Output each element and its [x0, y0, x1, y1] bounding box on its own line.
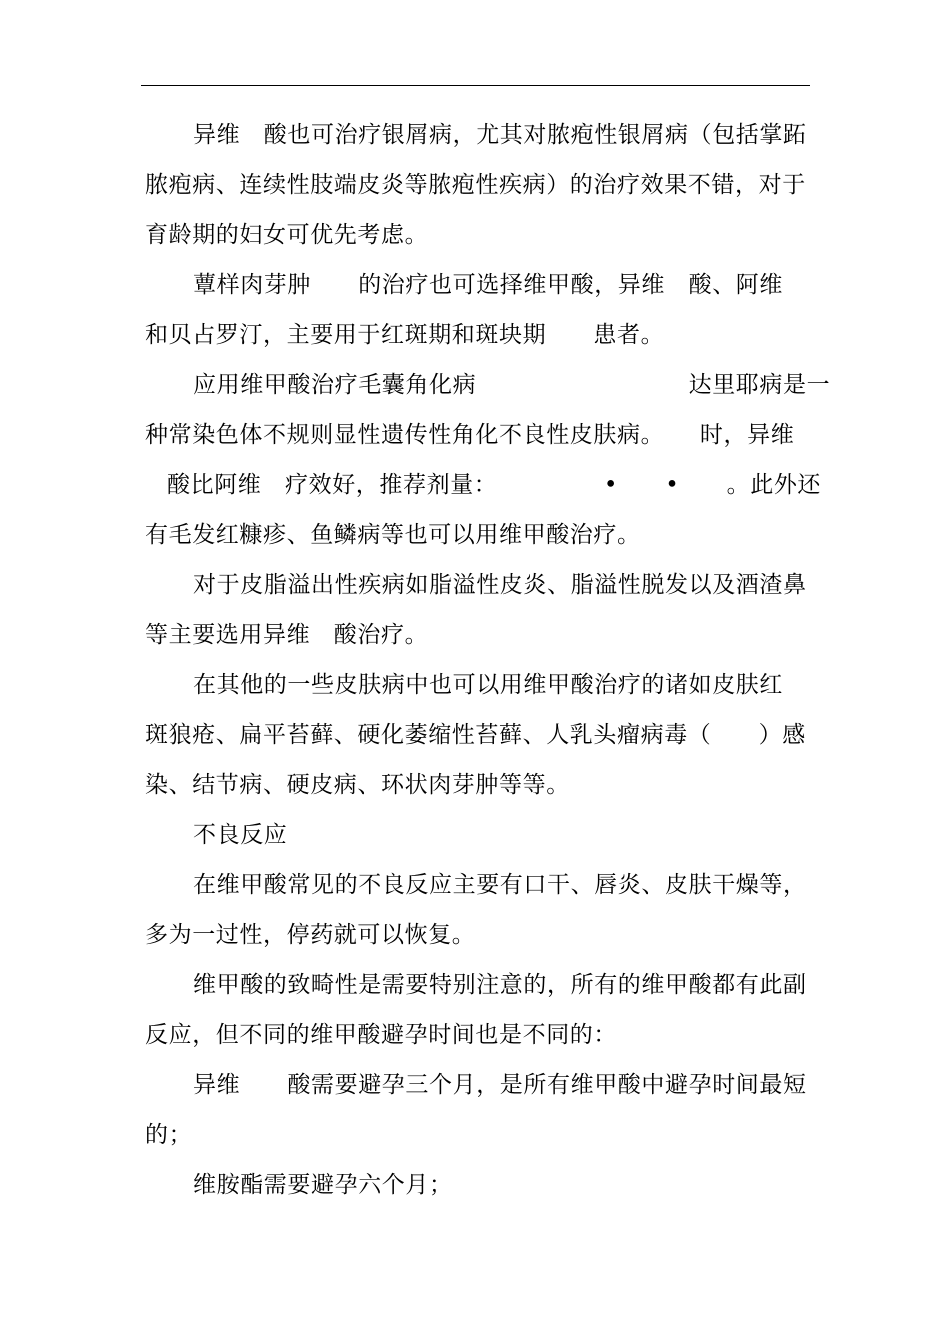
text-line: 酸比阿维 疗效好，推荐剂量： • • 。此外还: [167, 472, 822, 498]
text-line: 育龄期的妇女可优先考虑。: [145, 222, 429, 248]
text-line: 蕈样肉芽肿 的治疗也可选择维甲酸，异维 酸、阿维: [193, 272, 783, 298]
text-line: 维胺酯需要避孕六个月；: [193, 1172, 453, 1198]
text-line: 维甲酸的致畸性是需要特别注意的，所有的维甲酸都有此副: [193, 972, 807, 998]
text-line: 和贝占罗汀，主要用于红斑期和斑块期 患者。: [145, 322, 665, 348]
text-line: 等主要选用异维 酸治疗。: [145, 622, 429, 648]
text-line: 反应，但不同的维甲酸避孕时间也是不同的：: [145, 1022, 617, 1048]
text-line: 染、结节病、硬皮病、环状肉芽肿等等。: [145, 772, 570, 798]
text-line: 异维 酸也可治疗银屑病，尤其对脓疱性银屑病（包括掌跖: [193, 122, 807, 148]
header-rule: [141, 85, 810, 86]
section-heading: 不良反应: [193, 822, 288, 848]
text-line: 多为一过性，停药就可以恢复。: [145, 922, 476, 948]
text-line: 脓疱病、连续性肢端皮炎等脓疱性疾病）的治疗效果不错，对于: [145, 172, 806, 198]
text-line: 应用维甲酸治疗毛囊角化病 达里耶病是一: [193, 372, 831, 398]
text-line: 的；: [145, 1122, 193, 1148]
text-line: 斑狼疮、扁平苔藓、硬化萎缩性苔藓、人乳头瘤病毒（ ）感: [145, 722, 806, 748]
text-line: 对于皮脂溢出性疾病如脂溢性皮炎、脂溢性脱发以及酒渣鼻: [193, 572, 807, 598]
text-line: 在维甲酸常见的不良反应主要有口干、唇炎、皮肤干燥等，: [193, 872, 807, 898]
text-line: 异维 酸需要避孕三个月，是所有维甲酸中避孕时间最短: [193, 1072, 807, 1098]
text-line: 在其他的一些皮肤病中也可以用维甲酸治疗的诸如皮肤红: [193, 672, 783, 698]
text-line: 有毛发红糠疹、鱼鳞病等也可以用维甲酸治疗。: [145, 522, 641, 548]
text-line: 种常染色体不规则显性遗传性角化不良性皮肤病。 时，异维: [145, 422, 795, 448]
